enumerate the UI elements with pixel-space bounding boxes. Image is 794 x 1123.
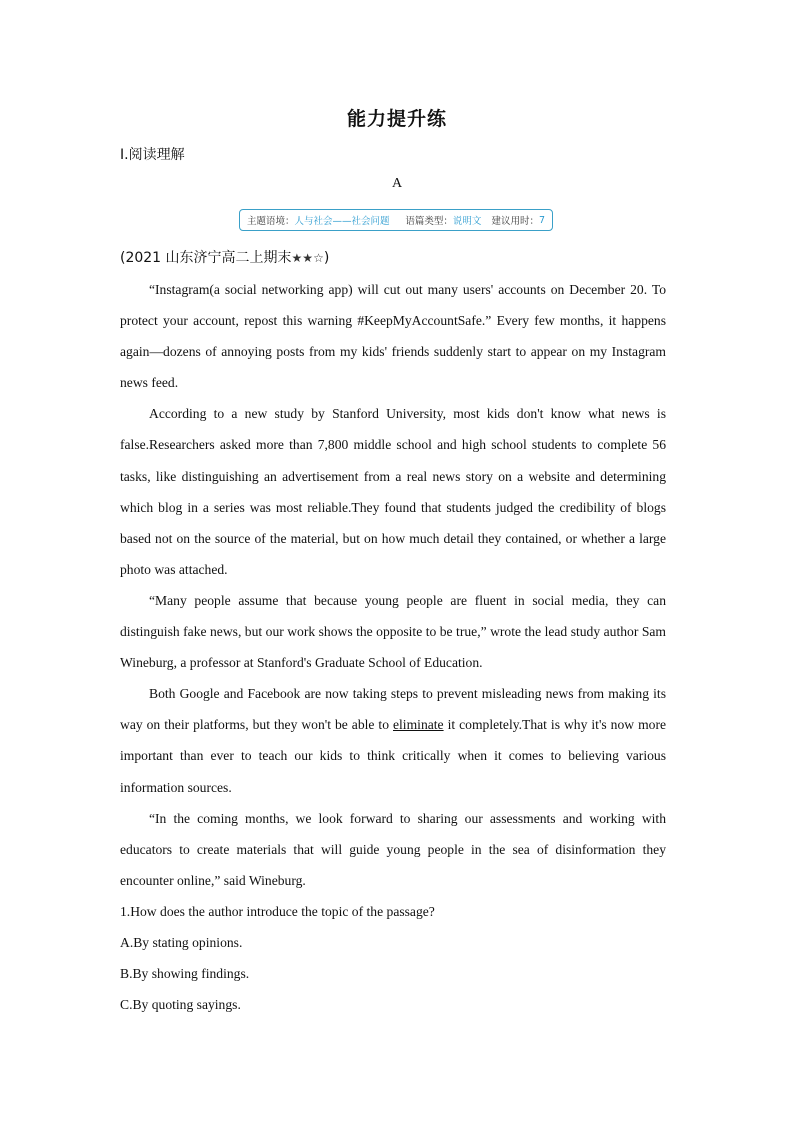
passage-letter: A bbox=[391, 176, 403, 191]
genre-label: 语篇类型： bbox=[405, 216, 453, 227]
paragraph-5: “In the coming months, we look forward to sharing our assessments and working with educators to create materials that will guide young people in the sea of disinformation they encounter online,” said Wineburg. bbox=[120, 810, 666, 888]
paragraph-4-before: Both Google and Facebook are now taking steps to prevent misleading news from making its way on their platforms, but they won't be able to bbox=[120, 686, 666, 733]
source-close: ) bbox=[323, 250, 330, 266]
option-a: A.By stating opinions. bbox=[120, 934, 243, 950]
theme-label: 主题语境： bbox=[247, 216, 295, 227]
option-c: C.By quoting sayings. bbox=[120, 997, 241, 1013]
paragraph-2: According to a new study by Stanford University, most kids don't know what news is false.Researchers asked more than 7,800 middle school and high school students to complete 56 tasks, like distinguishing an advertisement from a real news story on a website and determining which blog in a series was most reliable.They found that students judged the credibility of blogs based not on the source of the material, but on how much detail they contained, or whether a large photo was attached. bbox=[120, 406, 666, 577]
paragraph-1: “Instagram(a social networking app) will cut out many users' accounts on December 20. To protect your account, repost this warning #KeepMyAccountSafe.” Every few months, it happens again—dozens of annoying posts from my kids' friends suddenly start to appear on my Instagram news feed. bbox=[120, 282, 666, 391]
theme-value: 人与社会——社会问题 bbox=[294, 216, 390, 227]
time-label: 建议用时： bbox=[491, 216, 539, 227]
difficulty-star-icon: ★★☆ bbox=[291, 251, 324, 265]
time-value: 7 bbox=[538, 214, 545, 226]
question-stem: 1.How does the author introduce the topic of the passage? bbox=[120, 903, 435, 919]
page-title: 能力提升练 bbox=[346, 108, 447, 130]
source-text: (2021 山东济宁高二上期末 bbox=[120, 250, 292, 266]
option-b: B.By showing findings. bbox=[120, 966, 250, 982]
paragraph-3: “Many people assume that because young people are fluent in social media, they can distinguish fake news, but our work shows the opposite to be true,” wrote the lead study author Sam Wineburg, a professor at Stanford's Graduate School of Education. bbox=[120, 592, 666, 671]
paragraph-4-after: it completely.That is why it's now more important than ever to teach our kids to think critically when it comes to believing various information sources. bbox=[120, 717, 667, 795]
passage-content bbox=[120, 274, 666, 1020]
underlined-word: eliminate bbox=[393, 717, 444, 733]
paragraph-4 bbox=[120, 678, 666, 802]
passage-info-box bbox=[239, 209, 553, 231]
section-heading: Ⅰ.阅读理解 bbox=[120, 147, 185, 163]
genre-value: 说明文 bbox=[452, 216, 482, 227]
source-line bbox=[120, 247, 329, 267]
